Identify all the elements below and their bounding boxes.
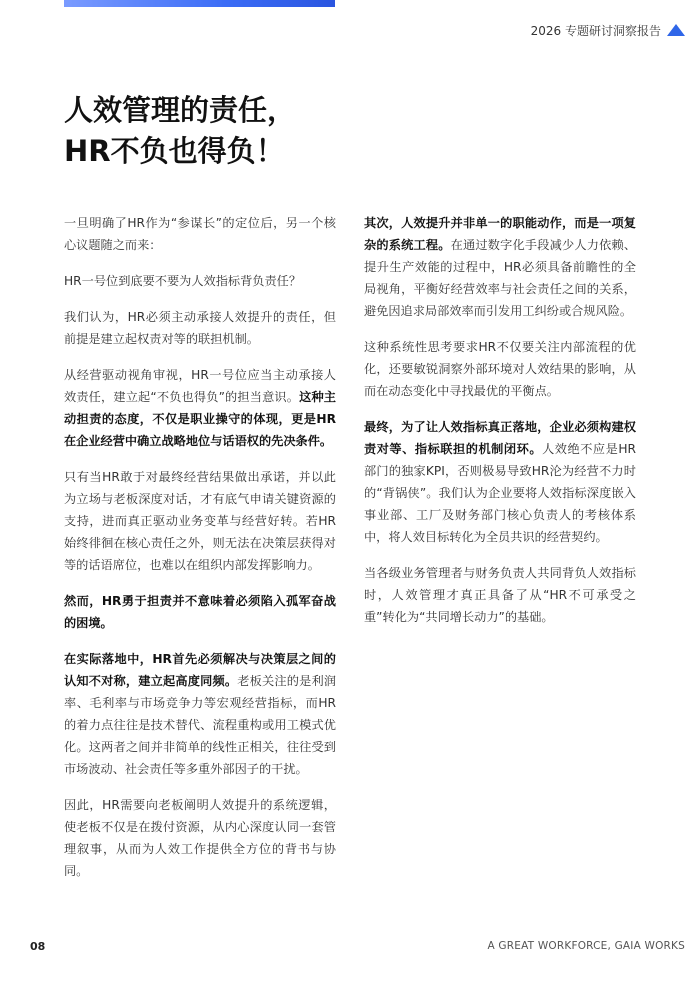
paragraph: 我们认为，HR必须主动承接人效提升的责任，但前提是建立起权责对等的联担机制。 xyxy=(64,310,336,346)
paragraph: 其次，人效提升并非单一的职能动作，而是一项复杂的系统工程。在通过数字化手段减少人力依赖、提升生产效能的过程中，HR必须具备前瞻性的全局视角，平衡好经营效率与社会责任之间的关系，避免因追求局部效率而引发用工纠纷或合规风险。 xyxy=(364,216,637,318)
top-accent-bar xyxy=(64,0,335,7)
paragraph: 然而，HR勇于担责并不意味着必须陷入孤军奋战的困境。 xyxy=(64,594,336,630)
paragraph: 最终，为了让人效指标真正落地，企业必须构建权责对等、指标联担的机制闭环。人效绝不应是HR部门的独家KPI，否则极易导致HR沦为经营不力时的“背锅侠”。我们认为企业要将人效指标深度嵌入事业部、工厂及财务部门核心负责人的考核体系中，将人效目标转化为全员共识的经营契约。 xyxy=(364,420,637,544)
page-title xyxy=(64,90,624,172)
triangle-icon xyxy=(667,24,685,36)
report-title: 2026 专题研讨洞察报告 xyxy=(530,23,661,38)
left-column xyxy=(64,212,336,896)
paragraph: 从经营驱动视角审视，HR一号位应当主动承接人效责任，建立起“不负也得负”的担当意识。这种主动担责的态度，不仅是职业操守的体现，更是HR在企业经营中确立战略地位与话语权的先决条件。 xyxy=(64,368,336,448)
paragraph: 一旦明确了HR作为“参谋长”的定位后，另一个核心议题随之而来： xyxy=(64,216,336,252)
paragraph: 因此，HR需要向老板阐明人效提升的系统逻辑，使老板不仅是在拨付资源，从内心深度认同一套管理叙事，从而为人效工作提供全方位的背书与协同。 xyxy=(64,798,336,878)
paragraph: 在实际落地中，HR首先必须解决与决策层之间的认知不对称，建立起高度同频。老板关注的是利润率、毛利率与市场竞争力等宏观经营指标，而HR的着力点往往是技术替代、流程重构或用工模式优化。这两者之间并非简单的线性正相关，往往受到市场波动、社会责任等多重外部因子的干扰。 xyxy=(64,652,337,776)
paragraph: 只有当HR敢于对最终经营结果做出承诺，并以此为立场与老板深度对话，才有底气申请关键资源的支持，进而真正驱动业务变革与经营好转。若HR始终徘徊在核心责任之外，则无法在决策层获得对等的话语席位，也难以在组织内部发挥影响力。 xyxy=(64,470,336,572)
report-header xyxy=(531,22,685,38)
paragraph: HR一号位到底要不要为人效指标背负责任？ xyxy=(64,274,302,288)
footer-tagline: A GREAT WORKFORCE, GAIA WORKS xyxy=(487,940,685,952)
paragraph: 这种系统性思考要求HR不仅要关注内部流程的优化，还要敏锐洞察外部环境对人效结果的影响，从而在动态变化中寻找最优的平衡点。 xyxy=(364,340,636,398)
page-number: 08 xyxy=(30,940,46,953)
paragraph: 当各级业务管理者与财务负责人共同背负人效指标时，人效管理才真正具备了从“HR不可承受之重”转化为“共同增长动力”的基础。 xyxy=(364,566,636,624)
title-line-1: 人效管理的责任， xyxy=(64,93,297,127)
right-column xyxy=(364,212,636,642)
title-line-2: HR不负也得负！ xyxy=(64,134,285,168)
